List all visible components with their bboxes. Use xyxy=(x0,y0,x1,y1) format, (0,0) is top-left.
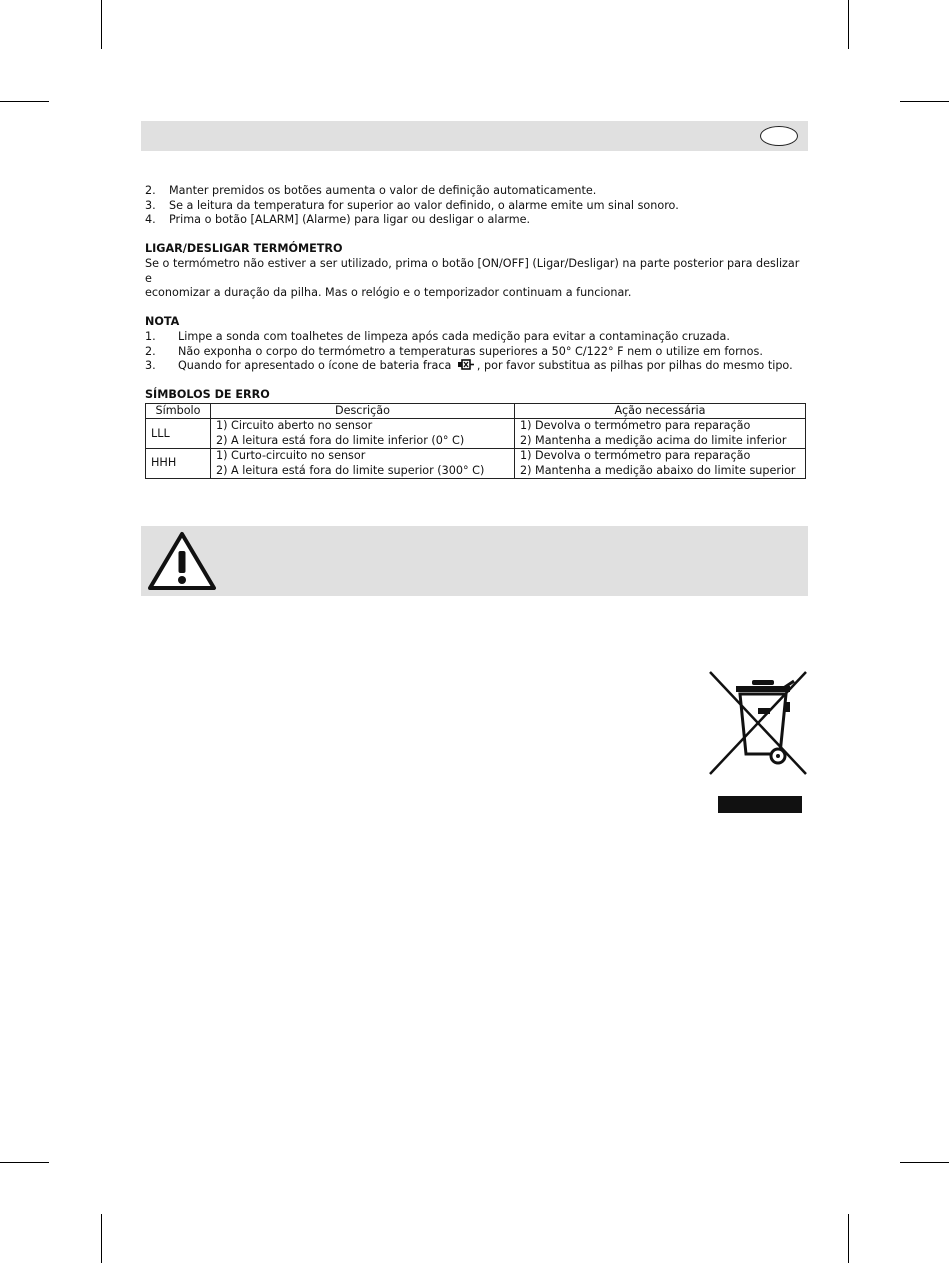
list-item xyxy=(145,213,807,228)
list-item xyxy=(145,199,807,214)
action-cell xyxy=(515,419,806,449)
error-symbol-cell: HHH xyxy=(146,449,211,479)
action-cell xyxy=(515,449,806,479)
column-header-action: Ação necessária xyxy=(515,403,806,418)
list-text: Limpe a sonda com toalhetes de limpeza após cada medição para evitar a contaminação cruzada. xyxy=(178,329,730,343)
warning-band xyxy=(141,526,808,596)
crop-mark xyxy=(0,1162,49,1163)
list-number: 2. xyxy=(145,184,156,197)
column-header-description: Descrição xyxy=(211,403,515,418)
crop-mark xyxy=(101,0,102,49)
description-line: 1) Circuito aberto no sensor xyxy=(216,419,373,433)
crop-mark xyxy=(900,1162,949,1163)
page-header-band xyxy=(141,121,808,151)
section-heading-errors: SÍMBOLOS DE ERRO xyxy=(145,388,270,402)
action-line: 1) Devolva o termómetro para reparação xyxy=(520,449,751,463)
warning-triangle-icon xyxy=(147,531,217,591)
language-badge xyxy=(760,126,798,146)
list-number: 1. xyxy=(145,329,156,343)
list-number: 3. xyxy=(145,198,156,212)
action-line: 2) Mantenha a medição acima do limite inferior xyxy=(520,433,787,447)
list-text: Manter premidos os botões aumenta o valor de definição automaticamente. xyxy=(169,184,597,197)
column-header-symbol: Símbolo xyxy=(146,403,211,418)
list-number: 2. xyxy=(145,344,156,358)
list-number: 4. xyxy=(145,213,156,227)
description-line: 2) A leitura está fora do limite inferior (0° C) xyxy=(216,433,465,447)
list-text: Não exponha o corpo do termómetro a temperaturas superiores a 50° C/122° F nem o utilize em fornos. xyxy=(178,344,763,358)
error-symbols-table xyxy=(145,403,806,479)
list-text: Prima o botão [ALARM] (Alarme) para ligar ou desligar o alarme. xyxy=(169,213,531,227)
description-line: 1) Curto-circuito no sensor xyxy=(216,449,366,463)
crop-mark xyxy=(900,101,949,102)
weee-marking-bar xyxy=(718,796,802,813)
section-heading-power: LIGAR/DESLIGAR TERMÓMETRO xyxy=(145,242,343,256)
power-paragraph-line: Se o termómetro não estiver a ser utilizado, prima o botão [ON/OFF] (Ligar/Desligar) na parte posterior para deslizar e xyxy=(145,256,800,285)
list-item xyxy=(145,359,807,374)
crop-mark xyxy=(848,0,849,49)
list-item xyxy=(145,330,807,345)
description-cell xyxy=(211,449,515,479)
crop-mark xyxy=(0,101,49,102)
low-battery-icon xyxy=(457,359,475,370)
power-paragraph-line: economizar a duração da pilha. Mas o relógio e o temporizador continuam a funcionar. xyxy=(145,286,632,300)
action-line: 1) Devolva o termómetro para reparação xyxy=(520,419,751,433)
list-text: Se a leitura da temperatura for superior ao valor definido, o alarme emite um sinal sonoro. xyxy=(169,198,679,212)
alarm-steps-list xyxy=(145,184,807,228)
table-row xyxy=(146,449,806,479)
crop-mark xyxy=(101,1214,102,1263)
list-text xyxy=(178,359,793,374)
page-content xyxy=(145,184,807,479)
action-line: 2) Mantenha a medição abaixo do limite superior xyxy=(520,463,796,477)
list-item xyxy=(145,345,807,360)
description-line: 2) A leitura está fora do limite superior (300° C) xyxy=(216,463,485,477)
crop-mark xyxy=(848,1214,849,1263)
error-symbol-cell: LLL xyxy=(146,419,211,449)
crossed-out-wheelie-bin-icon xyxy=(706,668,810,778)
list-number: 3. xyxy=(145,359,156,373)
note-text-before-icon: Quando for apresentado o ícone de bateria fraca xyxy=(178,359,452,373)
table-row xyxy=(146,419,806,449)
table-header-row xyxy=(146,403,806,418)
list-item xyxy=(145,184,807,199)
section-heading-note: NOTA xyxy=(145,315,180,329)
description-cell xyxy=(211,419,515,449)
note-text-after-icon: , por favor substitua as pilhas por pilhas do mesmo tipo. xyxy=(476,359,793,373)
